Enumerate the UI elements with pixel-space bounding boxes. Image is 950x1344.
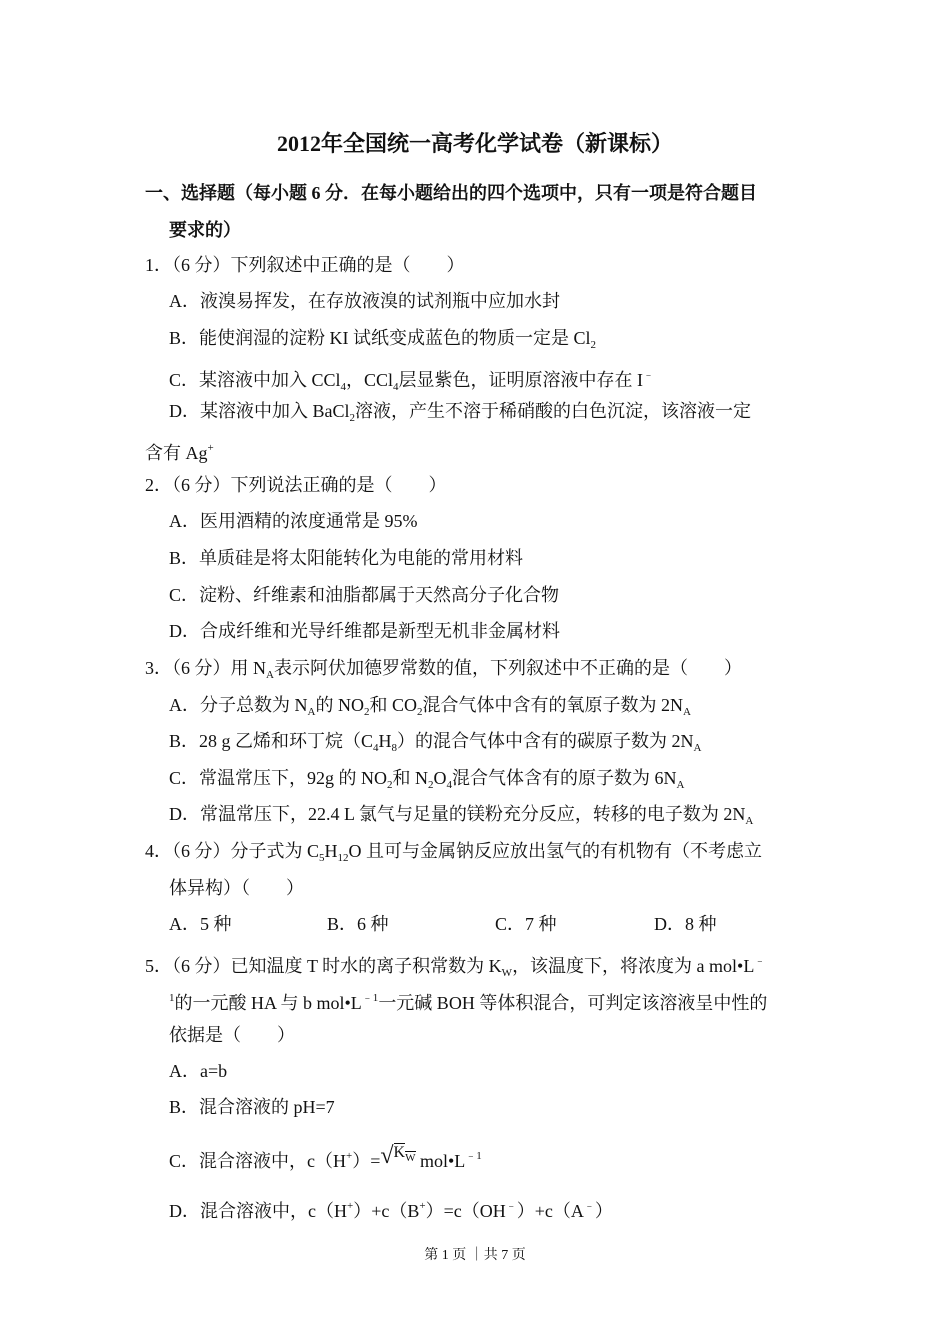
text-segment: 表示阿伏加德罗常数的值，下列叙述中不正确的是（ ） xyxy=(273,658,742,678)
text-segment: 一元碱 BOH 等体积混合，可判定该溶液呈中性的 xyxy=(378,993,768,1013)
text-segment: H xyxy=(324,841,338,861)
text-line xyxy=(169,619,560,643)
text-line xyxy=(169,1059,227,1083)
text-sub: 4 xyxy=(393,381,399,393)
page-footer: 第 1 页 ｜共 7 页 xyxy=(424,1248,526,1263)
text-segment: 4．（6 分）分子式为 C xyxy=(145,841,320,861)
text-radical: √ xyxy=(380,1143,394,1169)
text-sub: 8 xyxy=(391,742,398,754)
text-line xyxy=(145,473,447,497)
text-segment: 体异构）（ ） xyxy=(169,878,304,898)
text-line xyxy=(169,326,596,357)
text-segment: 层显紫色，证明原溶液中存在 I xyxy=(398,370,644,390)
text-sub: A xyxy=(307,706,316,718)
text-segment: 含有 Ag xyxy=(145,443,208,463)
text-segment: B．单质硅是将太阳能转化为电能的常用材料 xyxy=(169,548,524,568)
text-sup: ﹣ xyxy=(505,1200,517,1212)
text-segment: D．混合溶液中，c（H xyxy=(169,1201,347,1221)
text-sub: 12 xyxy=(337,852,349,864)
text-segment: 要求的） xyxy=(169,220,241,240)
text-sub: 4 xyxy=(340,381,347,393)
text-segment: ）的混合气体中含有的碳原子数为 2N xyxy=(397,731,694,751)
text-sup: ﹣ xyxy=(643,369,655,381)
text-sub: 2 xyxy=(387,779,393,791)
text-segment: C．混合溶液中，c（H xyxy=(169,1151,346,1171)
text-sub: 2 xyxy=(363,706,370,718)
text-segment: D．常温常压下，22.4 L 氯气与足量的镁粉充分反应，转移的电子数为 2N xyxy=(169,804,746,824)
text-line xyxy=(169,802,753,833)
text-line xyxy=(169,399,751,430)
text-line xyxy=(169,986,767,1015)
text-segment: 5．（6 分）已知温度 T 时水的离子积常数为 K xyxy=(145,956,502,976)
text-sub: W xyxy=(501,967,513,979)
text-segment: B．混合溶液的 pH=7 xyxy=(169,1097,335,1117)
text-sub: 4 xyxy=(373,742,379,754)
text-sub: 2 xyxy=(428,779,434,791)
text-line xyxy=(169,218,241,242)
text-segment: ，该温度下，将浓度为 a mol•L xyxy=(512,956,755,976)
text-oversub: W xyxy=(405,1152,416,1164)
text-sup: + xyxy=(419,1200,426,1212)
q4-option-a: A．5 种 xyxy=(169,914,232,934)
text-line xyxy=(145,949,765,985)
text-segment: 2．（6 分）下列说法正确的是（ ） xyxy=(145,475,447,495)
text-segment: 混合气体中含有的氧原子数为 2N xyxy=(422,695,683,715)
text-segment: mol•L xyxy=(415,1151,466,1171)
text-segment: 的一元酸 HA 与 b mol•L xyxy=(174,993,362,1013)
text-segment: 溶液，产生不溶于稀硝酸的白色沉淀，该溶液一定 xyxy=(355,401,752,421)
text-sub: 5 xyxy=(319,852,325,864)
text-line xyxy=(169,693,691,724)
text-line xyxy=(145,839,762,870)
text-segment: 和 N xyxy=(392,768,429,788)
text-segment: 1．（6 分）下列叙述中正确的是（ ） xyxy=(145,255,465,275)
text-sub: A xyxy=(676,779,685,791)
text-segment: ）+c（B xyxy=(353,1201,420,1221)
text-line xyxy=(169,1095,335,1119)
q4-option-c: C．7 种 xyxy=(495,914,557,934)
text-segment: ） xyxy=(594,1201,613,1221)
text-segment: A．a=b xyxy=(169,1061,228,1081)
text-line xyxy=(169,1141,482,1173)
text-segment: D．某溶液中加入 BaCl xyxy=(169,401,350,421)
text-sub: 4 xyxy=(446,779,453,791)
q4-option-d: D．8 种 xyxy=(654,914,717,934)
text-line xyxy=(169,729,701,760)
text-line xyxy=(169,1194,613,1223)
text-segment: 3．（6 分）用 N xyxy=(145,658,266,678)
text-sub: A xyxy=(693,742,702,754)
text-sub: A xyxy=(682,706,691,718)
text-line xyxy=(169,766,684,797)
text-segment: ）=c（OH xyxy=(425,1201,506,1221)
text-sub: A xyxy=(745,815,754,827)
text-sup: ﹣ xyxy=(583,1200,595,1212)
text-segment: A．分子总数为 N xyxy=(169,695,308,715)
text-sub: 2 xyxy=(590,339,597,351)
text-sup: + xyxy=(207,442,214,454)
text-segment: O 且可与金属钠反应放出氢气的有机物有（不考虑立 xyxy=(348,841,763,861)
text-line xyxy=(169,509,418,533)
text-line xyxy=(145,656,742,687)
text-over: K xyxy=(393,1144,406,1161)
text-line xyxy=(145,181,757,205)
text-sup: 1 xyxy=(169,992,175,1004)
text-segment: 一、选择题（每小题 6 分．在每小题给出的四个选项中，只有一项是符合题目 xyxy=(145,183,757,203)
text-line xyxy=(145,436,214,465)
text-sup: ﹣1 xyxy=(361,992,379,1004)
text-segment: O xyxy=(433,768,447,788)
text-segment: 的 NO xyxy=(315,695,364,715)
page-title: 2012年全国统一高考化学试卷（新课标） xyxy=(276,131,673,156)
text-segment: C．淀粉、纤维素和油脂都属于天然高分子化合物 xyxy=(169,585,560,605)
text-line xyxy=(169,546,523,570)
text-segment: C．常温常压下，92g 的 NO xyxy=(169,768,388,788)
text-line xyxy=(169,583,559,607)
text-sup: ﹣ xyxy=(754,955,766,967)
text-segment: B．28 g 乙烯和环丁烷（C xyxy=(169,731,374,751)
q4-option-b: B．6 种 xyxy=(327,914,389,934)
text-sup: + xyxy=(346,1150,353,1162)
text-segment: ，CCl xyxy=(346,370,394,390)
text-segment: 和 CO xyxy=(369,695,417,715)
text-segment: H xyxy=(378,731,392,751)
text-segment: C．某溶液中加入 CCl xyxy=(169,370,341,390)
text-line xyxy=(169,876,304,900)
text-segment: A．液溴易挥发，在存放液溴的试剂瓶中应加水封 xyxy=(169,291,560,311)
text-sup: + xyxy=(347,1200,354,1212)
text-segment: ）= xyxy=(352,1151,381,1171)
text-line xyxy=(145,253,465,277)
text-line xyxy=(169,289,560,313)
text-segment: B．能使润湿的淀粉 KI 试纸变成蓝色的物质一定是 Cl xyxy=(169,328,591,348)
text-segment: 依据是（ ） xyxy=(169,1025,295,1045)
text-line xyxy=(169,1023,295,1047)
text-sub: 2 xyxy=(416,706,423,718)
text-segment: A．医用酒精的浓度通常是 95% xyxy=(169,511,418,531)
text-segment: 混合气体含有的原子数为 6N xyxy=(452,768,677,788)
text-segment: ）+c（A xyxy=(516,1201,584,1221)
text-segment: D．合成纤维和光导纤维都是新型无机非金属材料 xyxy=(169,621,560,641)
text-sup: ﹣1 xyxy=(465,1150,482,1162)
text-sub: 2 xyxy=(349,412,356,424)
text-sub: A xyxy=(266,669,274,681)
text-line xyxy=(169,363,654,399)
